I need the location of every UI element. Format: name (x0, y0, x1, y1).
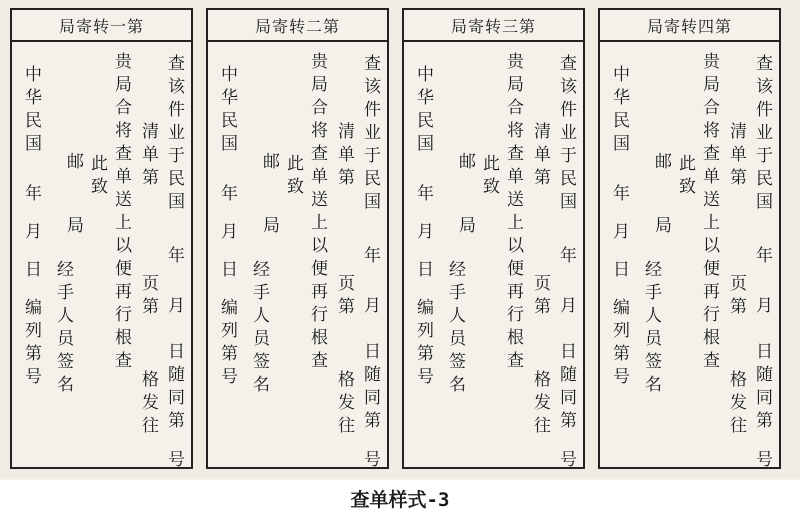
text-col-request: 贵局合将查单送上以便再行根查 (111, 52, 131, 374)
text-day-with: 日随同第 (556, 342, 576, 434)
text-day-with: 日随同第 (360, 342, 380, 434)
text-bureau: 局 (651, 216, 671, 239)
text-year-2: 年 (217, 184, 237, 207)
text-page: 页第 (334, 274, 354, 320)
text-handler-sign: 经手人员签名 (53, 260, 73, 398)
form-panel-4 (598, 8, 781, 473)
text-col-inquiry: 查该件业于民国 (164, 54, 184, 215)
text-roc: 中华民国 (609, 65, 629, 157)
text-sincerely: 此致 (283, 154, 303, 200)
text-month-2: 月 (609, 222, 629, 245)
text-sincerely: 此致 (675, 154, 695, 200)
text-handler-sign: 经手人员签名 (249, 260, 269, 398)
text-day-with: 日随同第 (752, 342, 772, 434)
text-serial: 编列第号 (21, 298, 41, 390)
text-month: 月 (556, 296, 576, 319)
text-year-2: 年 (21, 184, 41, 207)
text-grid-sent: 格发往 (726, 370, 746, 439)
text-month: 月 (360, 296, 380, 319)
text-post: 邮 (259, 152, 279, 175)
text-serial: 编列第号 (413, 298, 433, 390)
text-day-with: 日随同第 (164, 342, 184, 434)
text-page: 页第 (138, 274, 158, 320)
text-year: 年 (360, 246, 380, 269)
text-day-2: 日 (217, 260, 237, 283)
text-month-2: 月 (21, 222, 41, 245)
text-sincerely: 此致 (479, 154, 499, 200)
text-bureau: 局 (455, 216, 475, 239)
text-col-list: 清单第 (138, 122, 158, 191)
text-grid-sent: 格发往 (138, 370, 158, 439)
text-roc: 中华民国 (413, 65, 433, 157)
text-col-request: 贵局合将查单送上以便再行根查 (699, 52, 719, 374)
panel-title: 局寄转三第 (404, 10, 583, 42)
figure-caption: 查单样式-3 (0, 480, 800, 516)
text-col-list: 清单第 (726, 122, 746, 191)
panel-title: 局寄转一第 (12, 10, 191, 42)
text-month: 月 (752, 296, 772, 319)
text-number: 号 (752, 450, 772, 473)
text-year-2: 年 (609, 184, 629, 207)
text-handler-sign: 经手人员签名 (445, 260, 465, 398)
text-serial: 编列第号 (217, 298, 237, 390)
text-serial: 编列第号 (609, 298, 629, 390)
text-sincerely: 此致 (87, 154, 107, 200)
text-col-list: 清单第 (530, 122, 550, 191)
text-year: 年 (164, 246, 184, 269)
form-panel-3 (402, 8, 585, 473)
text-page: 页第 (726, 274, 746, 320)
text-number: 号 (556, 450, 576, 473)
text-bureau: 局 (63, 216, 83, 239)
form-panel-1 (10, 8, 193, 473)
text-col-inquiry: 查该件业于民国 (752, 54, 772, 215)
text-month-2: 月 (413, 222, 433, 245)
text-col-inquiry: 查该件业于民国 (360, 54, 380, 215)
text-number: 号 (360, 450, 380, 473)
text-bureau: 局 (259, 216, 279, 239)
text-post: 邮 (63, 152, 83, 175)
text-year-2: 年 (413, 184, 433, 207)
text-roc: 中华民国 (21, 65, 41, 157)
text-grid-sent: 格发往 (334, 370, 354, 439)
text-post: 邮 (651, 152, 671, 175)
text-day-2: 日 (21, 260, 41, 283)
text-roc: 中华民国 (217, 65, 237, 157)
text-month-2: 月 (217, 222, 237, 245)
panel-title: 局寄转四第 (600, 10, 779, 42)
text-col-request: 贵局合将查单送上以便再行根查 (307, 52, 327, 374)
text-number: 号 (164, 450, 184, 473)
text-day-2: 日 (609, 260, 629, 283)
text-year: 年 (556, 246, 576, 269)
text-col-list: 清单第 (334, 122, 354, 191)
text-day-2: 日 (413, 260, 433, 283)
text-month: 月 (164, 296, 184, 319)
text-grid-sent: 格发往 (530, 370, 550, 439)
text-col-inquiry: 查该件业于民国 (556, 54, 576, 215)
text-post: 邮 (455, 152, 475, 175)
form-panel-2 (206, 8, 389, 473)
text-handler-sign: 经手人员签名 (641, 260, 661, 398)
text-year: 年 (752, 246, 772, 269)
text-col-request: 贵局合将查单送上以便再行根查 (503, 52, 523, 374)
panel-title: 局寄转二第 (208, 10, 387, 42)
text-page: 页第 (530, 274, 550, 320)
